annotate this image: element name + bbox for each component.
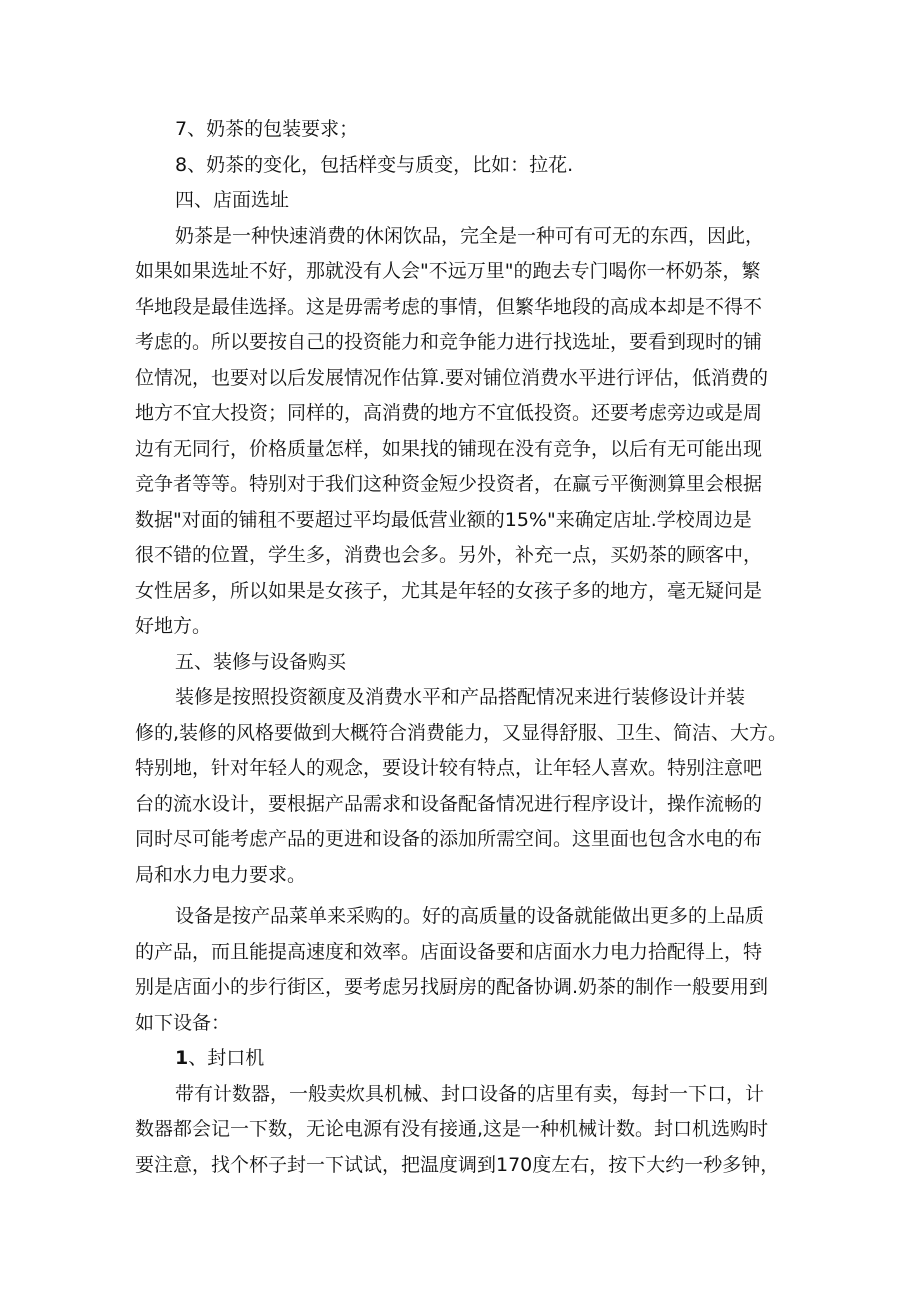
text-line: 特别地，针对年轻人的观念，要设计较有特点，让年轻人喜欢。特别注意吧 — [135, 757, 763, 779]
text-line: 带有计数器，一般卖炊具机械、封口设备的店里有卖，每封一下口，计 — [175, 1082, 765, 1105]
text-line: 8、奶茶的变化，包括样变与质变，比如：拉花. — [175, 153, 574, 176]
text-line: 竞争者等等。特别对于我们这种资金短少投资者，在赢亏平衡测算里会根据 — [135, 473, 763, 495]
text-line: 别是店面小的步行街区，要考虑另找厨房的配备协调.奶茶的制作一般要用到 — [135, 976, 769, 998]
text-line: 7、奶茶的包装要求； — [175, 118, 359, 140]
text-line: 奶茶是一种快速消费的休闲饮品，完全是一种可有可无的东西，因此， — [175, 224, 765, 247]
text-line: 如果如果选址不好，那就没有人会"不远万里"的跑去专门喝你一杯奶茶，繁 — [135, 260, 761, 282]
list-heading — [135, 1041, 800, 1077]
text-line: 要注意，找个杯子封一下试试，把温度调到170度左右，按下大约一秒多钟， — [135, 1153, 780, 1176]
text-line: 考虑的。所以要按自己的投资能力和竞争能力进行找选址，要看到现时的铺 — [135, 331, 763, 353]
text-line: 同时尽可能考虑产品的更进和设备的添加所需空间。这里面也包含水电的布 — [135, 828, 763, 850]
text-line: 局和水力电力要求。 — [135, 863, 307, 886]
text-line: 设备是按产品菜单来采购的。好的高质量的设备就能做出更多的上品质 — [175, 905, 765, 927]
text-line: 的产品，而且能提高速度和效率。店面设备要和店面水力电力拾配得上，特 — [135, 940, 763, 963]
section-heading: 四、店面选址 — [175, 189, 290, 211]
text-line: 位情况，也要对以后发展情况作估算.要对铺位消费水平进行评估，低消费的 — [135, 366, 769, 389]
text-line: 好地方。 — [135, 615, 212, 637]
text-line: 很不错的位置，学生多，消费也会多。另外，补充一点，买奶茶的顾客中， — [135, 544, 763, 566]
section-heading: 五、装修与设备购买 — [175, 650, 347, 673]
text-line: 数据"对面的铺租不要超过平均最低营业额的15%"来确定店址.学校周边是 — [135, 508, 752, 531]
text-line: 华地段是最佳选择。这是毋需考虑的事情，但繁华地段的高成本却是不得不 — [135, 295, 763, 318]
list-number: 1 — [175, 1047, 189, 1069]
text-line: 女性居多，所以如果是女孩子，尤其是年轻的女孩子多的地方，毫无疑问是 — [135, 579, 763, 602]
text-line: 边有无同行，价格质量怎样，如果找的铺现在没有竞争，以后有无可能出现 — [135, 437, 763, 460]
text-line: 数器都会记一下数，无论电源有没有接通,这是一种机械计数。封口机选购时 — [135, 1118, 769, 1140]
document-body — [135, 112, 800, 1183]
text-line: 台的流水设计，要根据产品需求和设备配备情况进行程序设计，操作流畅的 — [135, 792, 763, 815]
text-line: 装修是按照投资额度及消费水平和产品搭配情况来进行装修设计并装 — [175, 686, 746, 708]
text-line: 地方不宜大投资；同样的，高消费的地方不宜低投资。还要考虑旁边或是周 — [135, 402, 763, 424]
list-heading-text: 、封口机 — [188, 1047, 265, 1069]
text-line: 修的,装修的风格要做到大概符合消费能力，又显得舒服、卫生、简洁、大方。 — [135, 721, 788, 744]
text-line: 如下设备： — [135, 1011, 231, 1034]
